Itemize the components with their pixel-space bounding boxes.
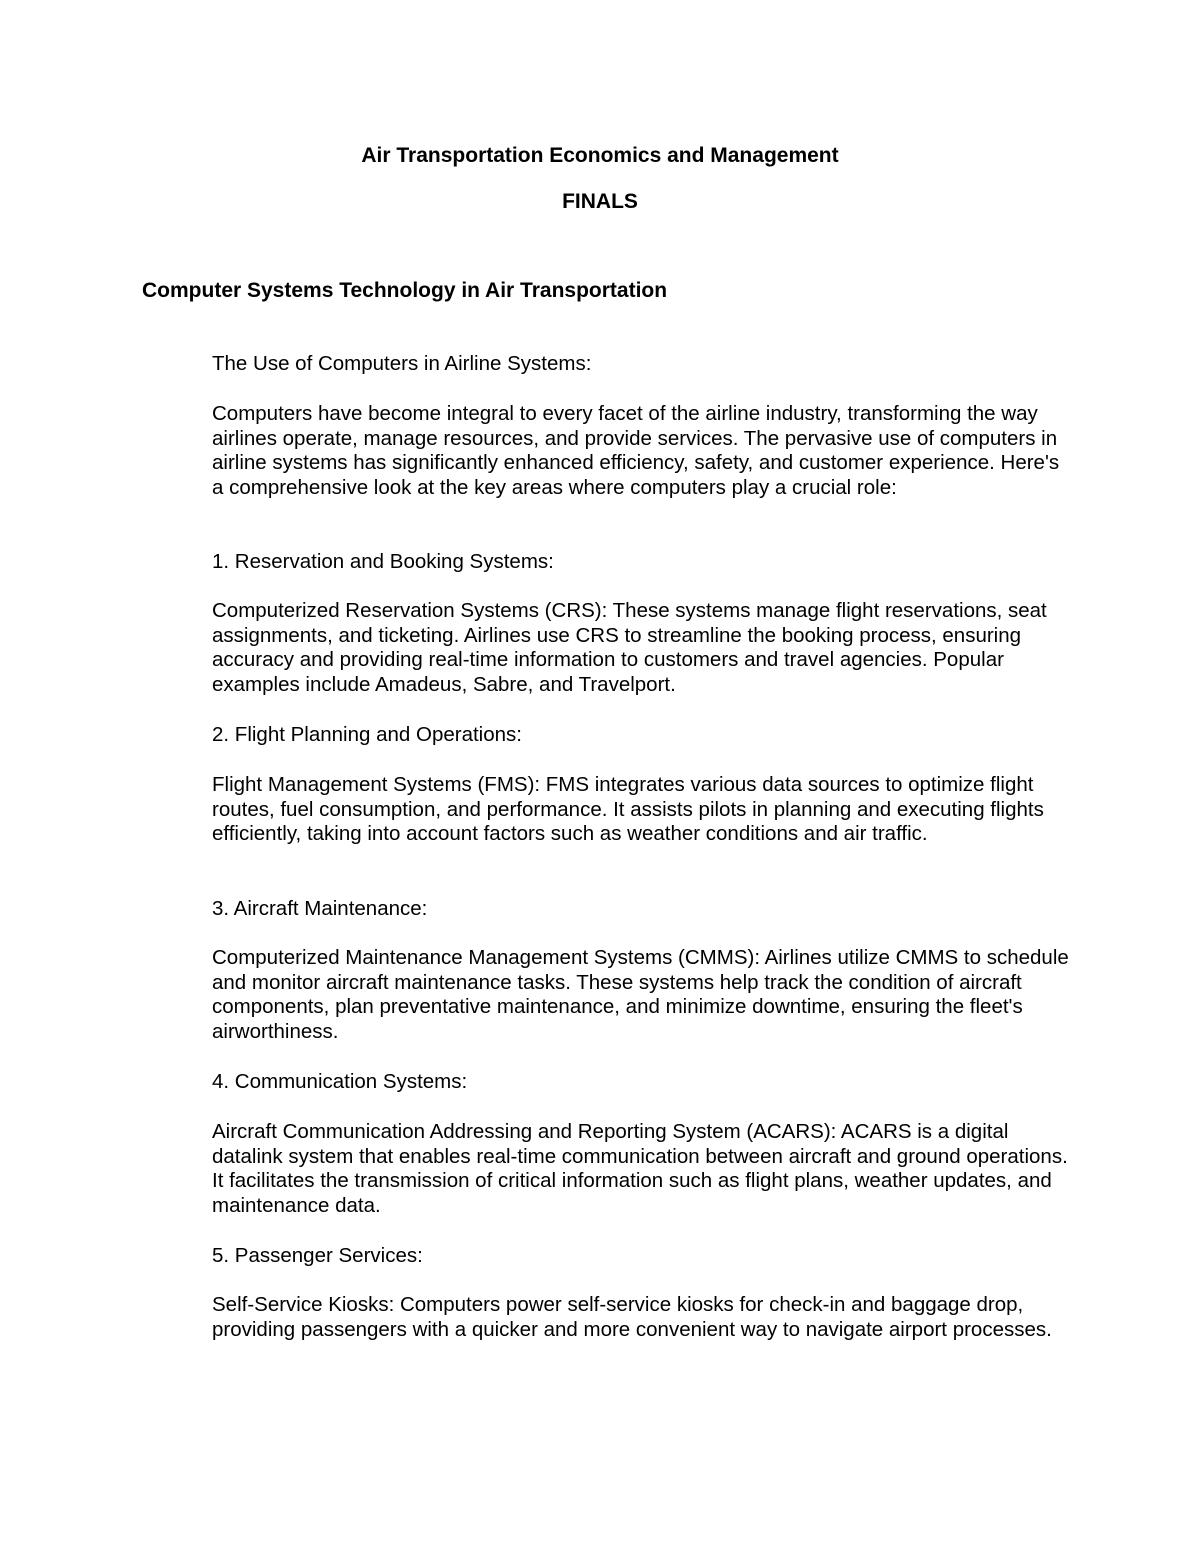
- subsection-heading-reservation: 1. Reservation and Booking Systems:: [212, 550, 554, 573]
- intro-paragraph: Computers have become integral to every facet of the airline industry, transforming the way airlines operate, manage resources, and provide services. The pervasive use of computers in airline systems has significantly enhanced efficiency, safety, and customer experience. Here's a comprehensive look at the key areas where computers play a crucial role:: [212, 402, 1060, 500]
- document-title: Air Transportation Economics and Management: [361, 144, 839, 167]
- section-heading: Computer Systems Technology in Air Transportation: [142, 279, 668, 302]
- intro-label: The Use of Computers in Airline Systems:: [212, 352, 592, 375]
- subsection-heading-maintenance: 3. Aircraft Maintenance:: [212, 897, 428, 920]
- subsection-paragraph-communication: Aircraft Communication Addressing and Reporting System (ACARS): ACARS is a digital datalink system that enables real-time communication between aircraft and ground operations. It facilitates the transmission of critical information such as flight plans, weather updates, and maintenance data.: [212, 1120, 1068, 1218]
- subsection-heading-flight-planning: 2. Flight Planning and Operations:: [212, 723, 522, 746]
- subsection-paragraph-passenger-services: Self-Service Kiosks: Computers power self-service kiosks for check-in and baggage drop, providing passengers with a quicker and more convenient way to navigate airport processes.: [212, 1293, 1052, 1341]
- subsection-heading-passenger-services: 5. Passenger Services:: [212, 1244, 423, 1267]
- subsection-paragraph-maintenance: Computerized Maintenance Management Systems (CMMS): Airlines utilize CMMS to schedule and monitor aircraft maintenance tasks. These systems help track the condition of aircraft components, plan preventative maintenance, and minimize downtime, ensuring the fleet's airworthiness.: [212, 946, 1069, 1044]
- subsection-paragraph-flight-planning: Flight Management Systems (FMS): FMS integrates various data sources to optimize flight routes, fuel consumption, and performance. It assists pilots in planning and executing flights efficiently, taking into account factors such as weather conditions and air traffic.: [212, 773, 1044, 846]
- subsection-heading-communication: 4. Communication Systems:: [212, 1070, 468, 1093]
- subsection-paragraph-reservation: Computerized Reservation Systems (CRS): These systems manage flight reservations, seat assignments, and ticketing. Airlines use CRS to streamline the booking process, ensuring accuracy and providing real-time information to customers and travel agencies. Popular examples include Amadeus, Sabre, and Travelport.: [212, 599, 1047, 697]
- document-subtitle: FINALS: [562, 190, 638, 213]
